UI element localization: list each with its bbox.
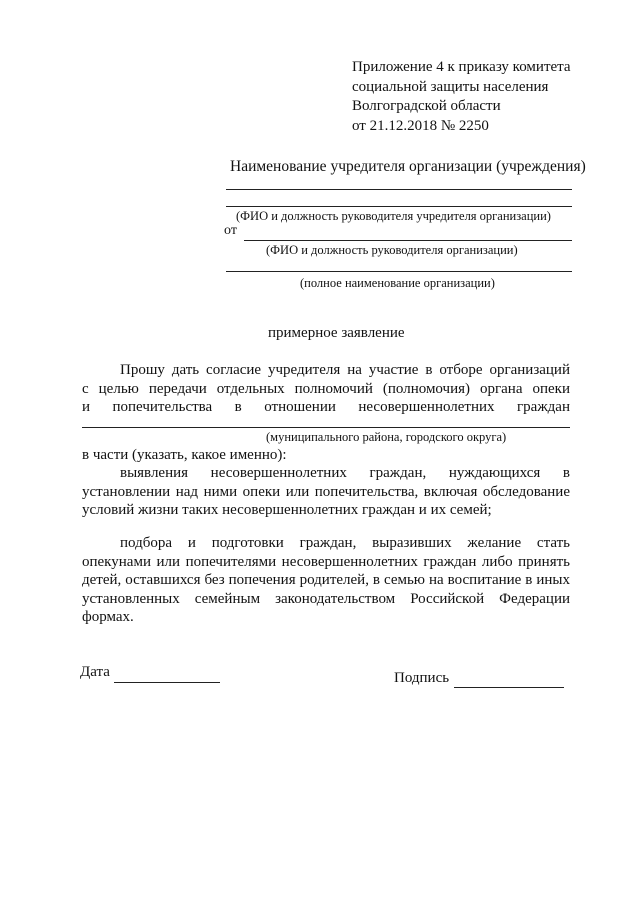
request-line-2: с целью передачи отдельных полномочий (полномочия) органа опеки: [82, 381, 570, 397]
document-title: примерное заявление: [268, 325, 405, 341]
annex-line-1: Приложение 4 к приказу комитета: [352, 59, 571, 75]
annex-note: [352, 58, 571, 136]
in-part-label: в части (указать, какое именно):: [82, 447, 287, 463]
founder-name-line-2: [226, 206, 572, 207]
signature-label: Подпись: [394, 670, 450, 686]
annex-line-3: Волгоградской области: [352, 98, 501, 114]
founder-name-label: Наименование учредителя организации (учреждения): [230, 158, 586, 175]
annex-line-2: социальной защиты населения: [352, 78, 549, 95]
item-selection-text: подбора и подготовки граждан, выразивших желание стать опекунами или попечителями несовершеннолетних граждан либо принять детей, оставшихся без попечения родителей, в семью на воспитание в иных установленных семейным законодательством Российской Федерации формах.: [82, 535, 570, 625]
org-name-caption: (полное наименование организации): [300, 276, 495, 290]
request-line-1: Прошу дать согласие учредителя на участие в отборе организаций: [120, 362, 570, 378]
annex-line-4: от 21.12.2018 № 2250: [352, 117, 489, 134]
org-name-line: [226, 271, 572, 272]
district-caption: (муниципального района, городского округа): [266, 430, 507, 444]
item-identification: [82, 464, 570, 520]
from-label: от: [224, 223, 237, 238]
date-label: Дата: [80, 664, 110, 680]
org-head-line: [244, 240, 572, 241]
founder-name-line-1: [226, 189, 572, 190]
signature-line: [454, 687, 564, 688]
founder-head-caption: (ФИО и должность руководителя учредителя организации): [236, 209, 551, 223]
date-line: [114, 682, 220, 683]
item-identification-text: выявления несовершеннолетних граждан, нуждающихся в установлении над ними опеки или попечительства, включая обследование условий жизни таких несовершеннолетних граждан и их семей;: [82, 465, 570, 518]
district-line: [82, 427, 570, 428]
org-head-caption: (ФИО и должность руководителя организации): [266, 243, 518, 257]
request-line-3: и попечительства в отношении несовершеннолетних граждан: [82, 399, 570, 415]
item-selection: [82, 534, 570, 627]
